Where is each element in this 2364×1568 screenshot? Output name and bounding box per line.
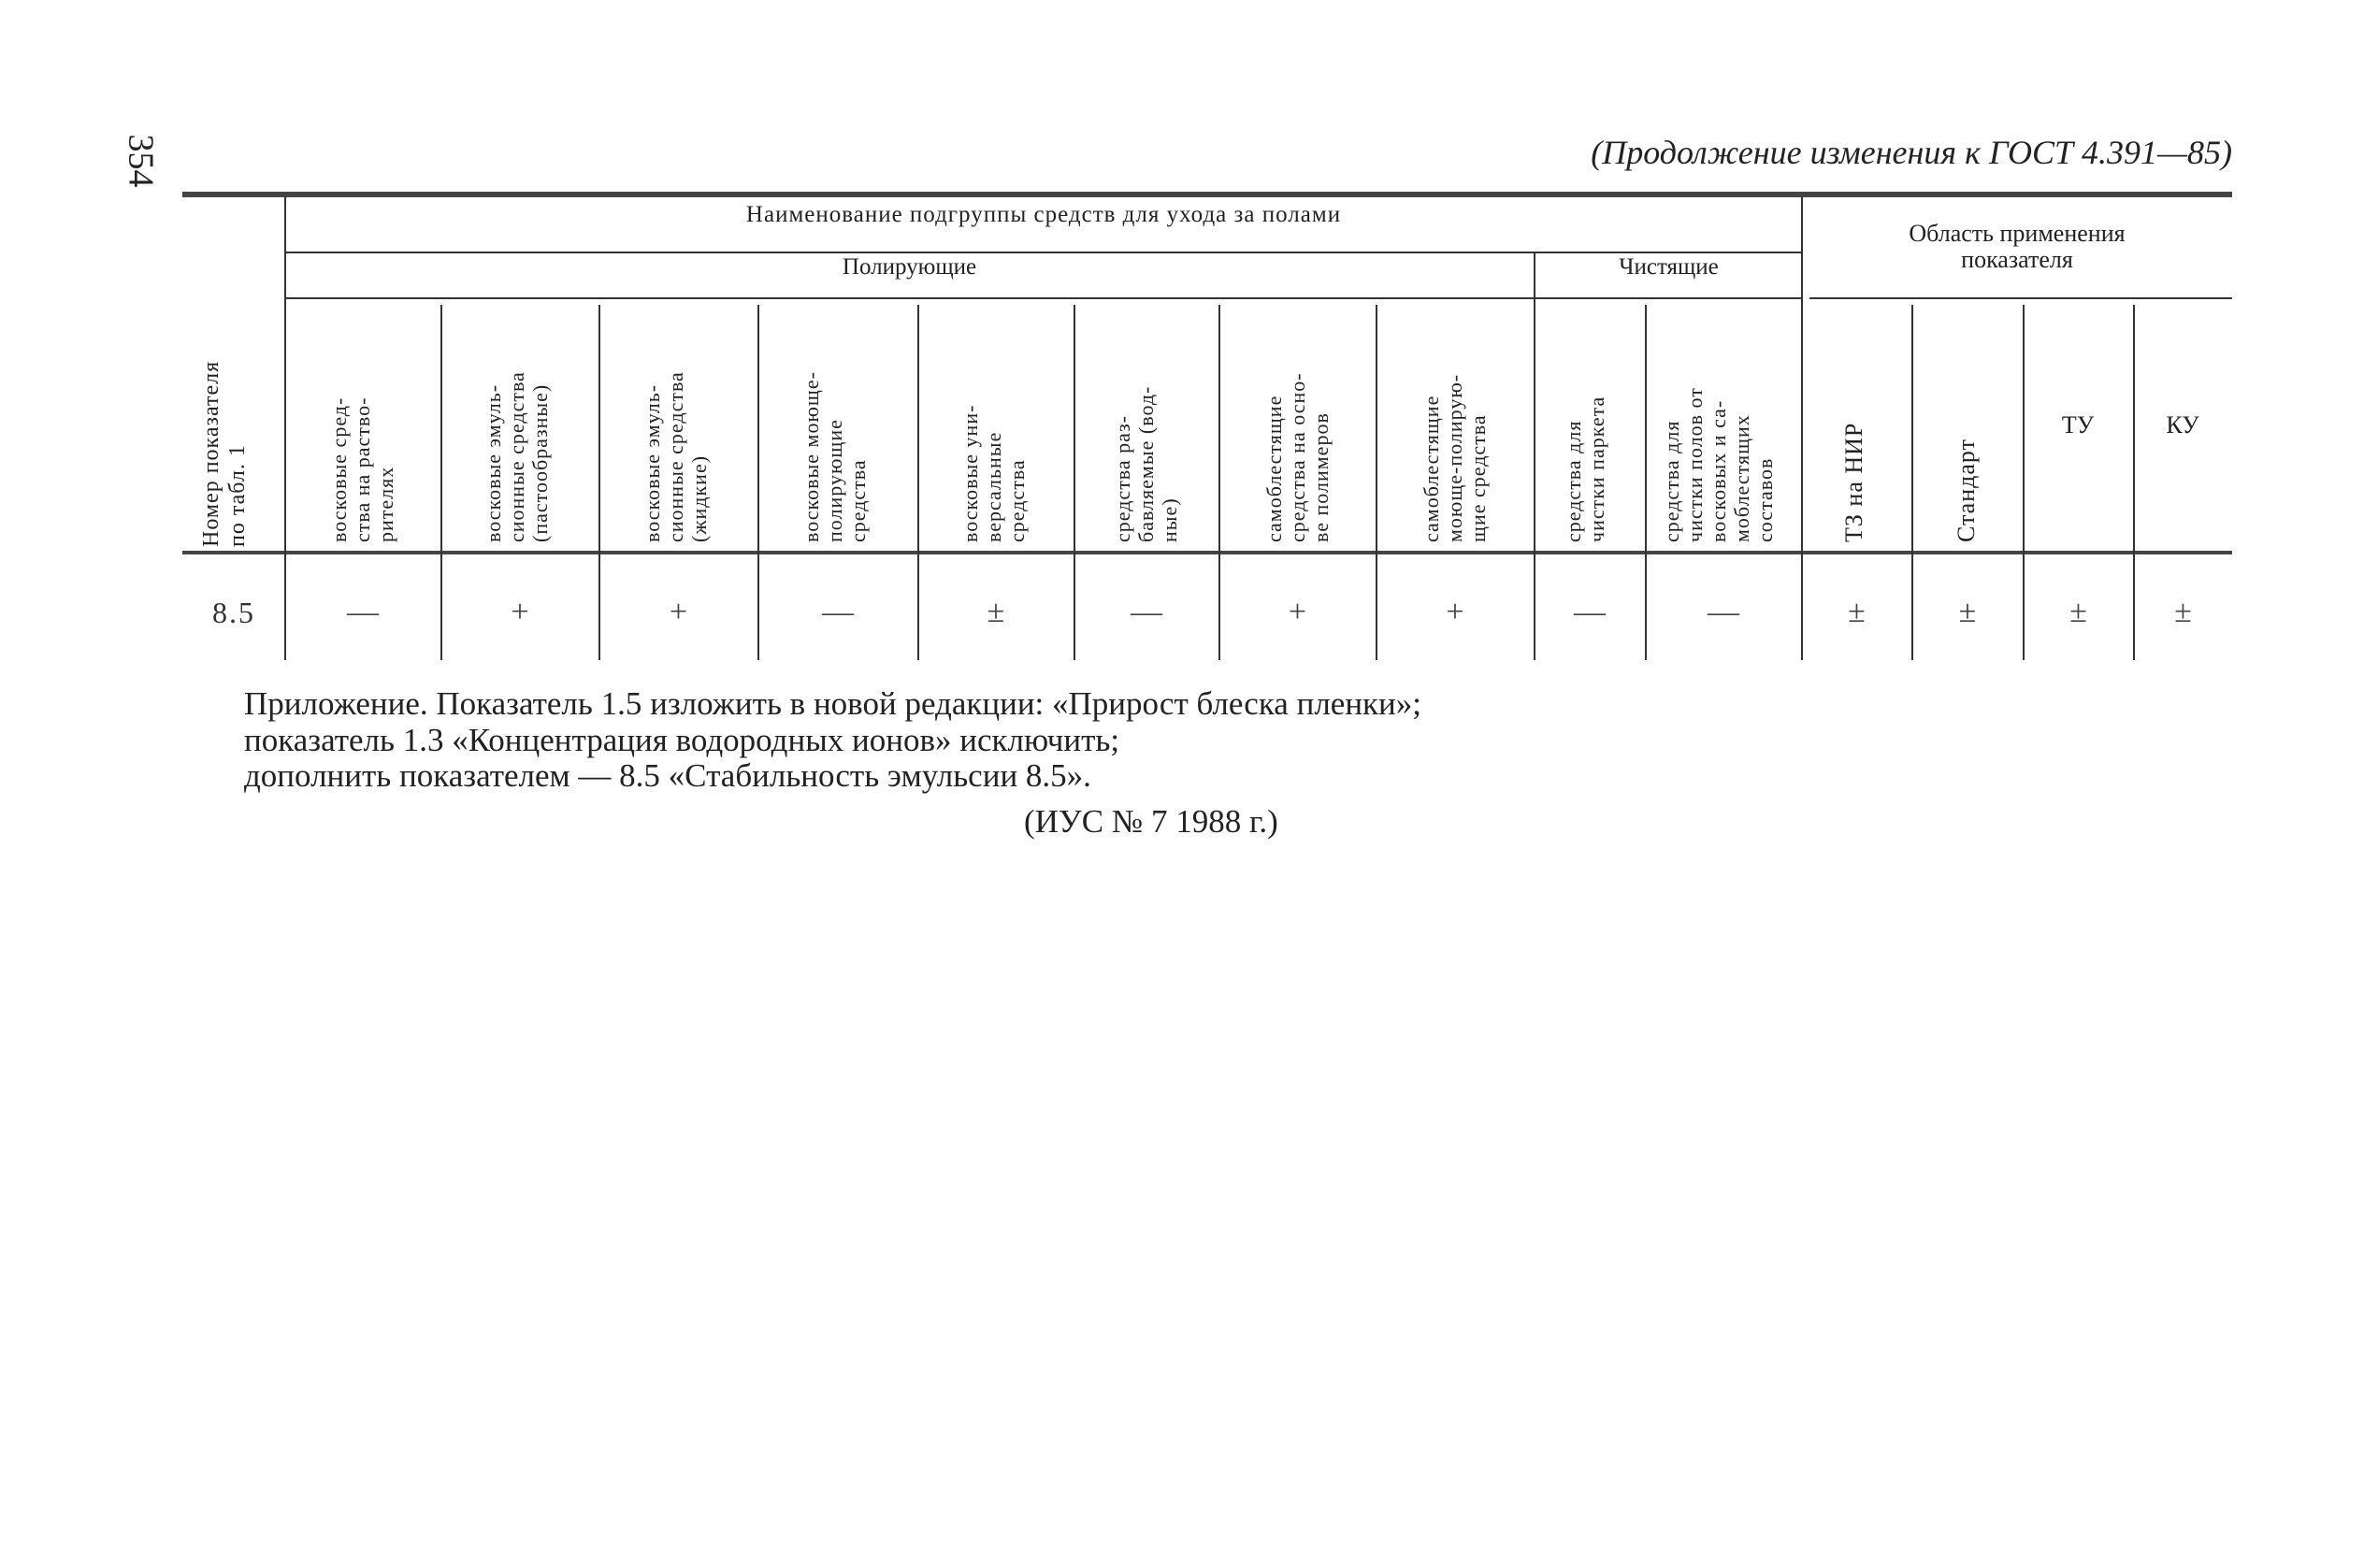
- note-line: Приложение. Показатель 1.5 изложить в новой редакции: «Прирост блеска пленки»;: [244, 685, 1422, 722]
- column-header: Стандарт: [1953, 439, 1980, 542]
- cell-value: ±: [2174, 595, 2192, 629]
- cell-value: —: [822, 595, 854, 629]
- column-header: средства раз- бавляемые (вод- ные): [1111, 385, 1181, 542]
- top-rule: [182, 192, 2232, 197]
- page-number: 354: [121, 134, 161, 188]
- column-header: средства для чистки паркета: [1562, 396, 1608, 542]
- cell-value: +: [669, 595, 688, 629]
- subgroup-cleaning: Чистящие: [1619, 254, 1719, 280]
- divider: [285, 252, 1802, 253]
- column-header: ТУ: [2061, 411, 2095, 439]
- subgroup-polishing: Полирующие: [842, 254, 977, 280]
- cell-value: ±: [2069, 595, 2087, 629]
- cell-value: +: [511, 595, 529, 629]
- column-header: восковые эмуль- сионные средства (жидкие): [641, 371, 711, 542]
- cell-value: +: [1446, 595, 1464, 629]
- cell-value: ±: [1848, 595, 1866, 629]
- column-header: средства для чистки полов от восковых и са- моблестящих составов: [1660, 387, 1777, 542]
- divider: [1809, 297, 2232, 299]
- row-number: 8.5: [212, 595, 255, 629]
- column-header: КУ: [2166, 411, 2199, 439]
- column-header: восковые сред- ства на раство- рителях: [327, 396, 397, 542]
- column-header: самоблестящие моюще-полирую- щие средства: [1420, 373, 1490, 542]
- cell-value: —: [347, 595, 379, 629]
- column-header: ТЗ на НИР: [1840, 422, 1867, 542]
- divider: [285, 297, 1802, 299]
- group-header: Наименование подгруппы средств для ухода за полами: [745, 202, 1342, 227]
- row-number-header: Номер показателя по табл. 1: [199, 360, 250, 547]
- cell-value: —: [1131, 595, 1162, 629]
- column-header: восковые моюще- полирующие средства: [800, 371, 870, 542]
- note-line: показатель 1.3 «Концентрация водородных ионов» исключить;: [244, 722, 1120, 758]
- header-bottom-rule: [182, 551, 2232, 554]
- cell-value: —: [1708, 595, 1739, 629]
- column-header: восковые эмуль- сионные средства (пастообразные): [482, 371, 552, 542]
- running-header: (Продолжение изменения к ГОСТ 4.391—85): [1591, 134, 2232, 171]
- column-header: самоблестящие средства на осно- ве полимеров: [1262, 372, 1333, 542]
- note-line: дополнить показателем — 8.5 «Стабильность эмульсии 8.5».: [244, 757, 1091, 794]
- column-header: восковые уни- версальные средства: [959, 404, 1029, 542]
- note-source: (ИУС № 7 1988 г.): [1024, 803, 1278, 840]
- application-header: Область применения показателя: [1909, 220, 2126, 273]
- cell-value: +: [1288, 595, 1307, 629]
- cell-value: ±: [1958, 595, 1977, 629]
- cell-value: —: [1574, 595, 1606, 629]
- cell-value: ±: [987, 595, 1005, 629]
